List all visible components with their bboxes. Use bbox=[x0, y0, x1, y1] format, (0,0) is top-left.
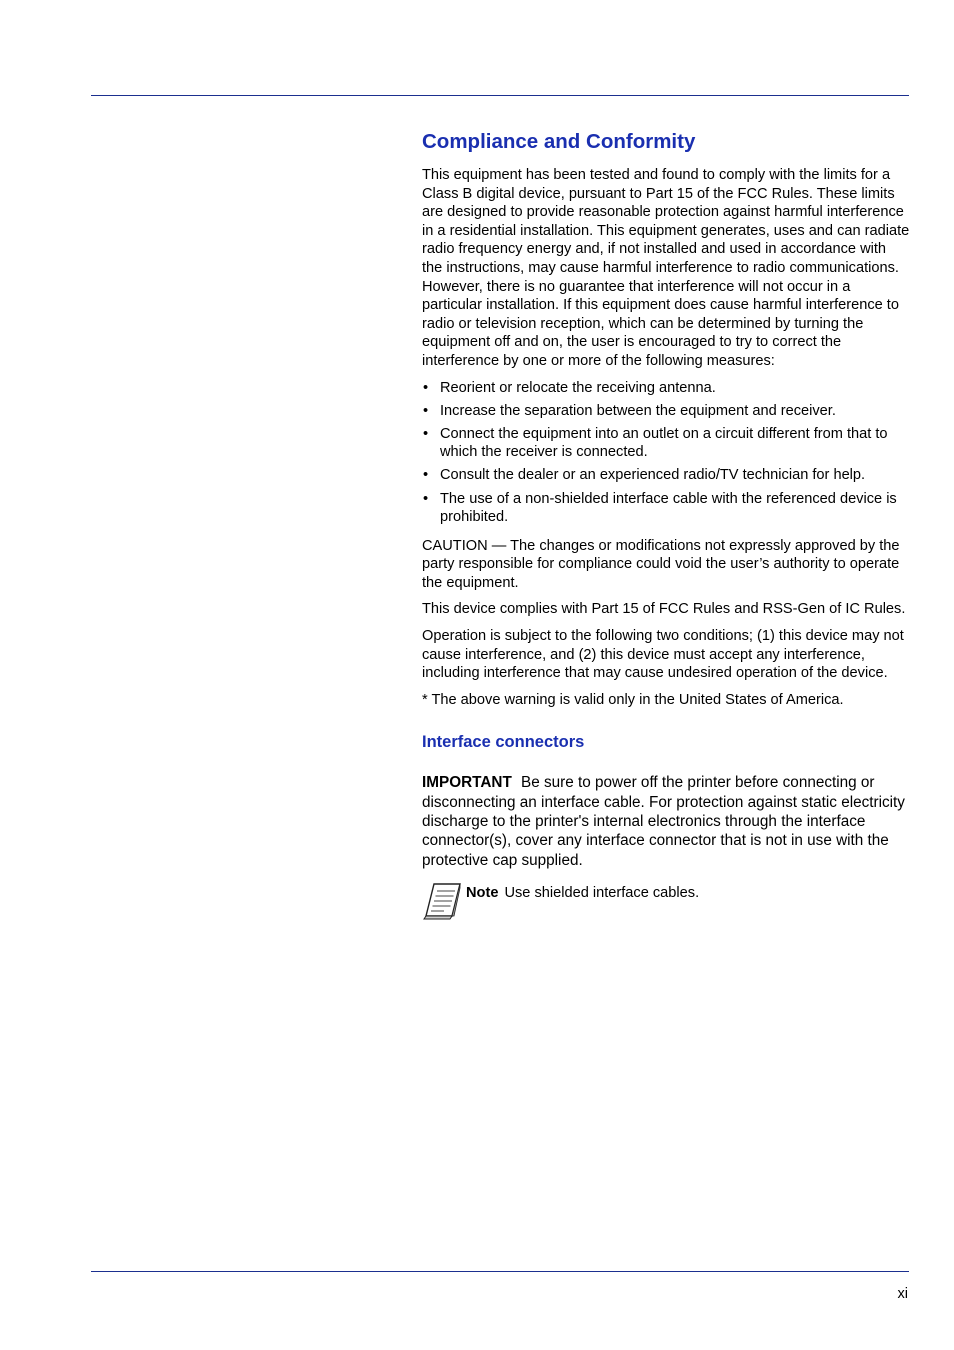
bullet-icon: • bbox=[423, 379, 429, 396]
list-item bbox=[422, 402, 910, 421]
footer-rule bbox=[91, 1271, 909, 1272]
operation-paragraph: Operation is subject to the following two conditions; (1) this device may not cause interference, and (2) this device must accept any interference, including interference that may cause undesired operation of the device. bbox=[422, 628, 904, 682]
note-label: Note bbox=[466, 884, 499, 901]
section-title: Compliance and Conformity bbox=[422, 130, 696, 153]
bullet-icon: • bbox=[423, 467, 429, 484]
subsection-title: Interface connectors bbox=[422, 733, 585, 752]
list-item-text: Reorient or relocate the receiving antenna. bbox=[440, 379, 716, 396]
list-item-text: Increase the separation between the equipment and receiver. bbox=[440, 402, 836, 419]
list-item bbox=[422, 425, 910, 462]
note-pad-icon bbox=[422, 882, 462, 920]
list-item bbox=[422, 379, 910, 398]
measures-list bbox=[422, 379, 910, 527]
note-block bbox=[422, 884, 910, 924]
fcc-paragraph: This equipment has been tested and found to comply with the limits for a Class B digital device, pursuant to Part 15 of the FCC Rules. These limits are designed to provide reasonable protection against harmful interference in a residential installation. This equipment generates, uses and can radiate radio frequency energy and, if not installed and used in accordance with the instructions, may cause harmful interference to radio communications. However, there is no guarantee that interference will not occur in a particular installation. If this equipment does cause harmful interference to radio or television reception, which can be determined by turning the equipment off and on, the user is encouraged to try to correct the interference by one or more of the following measures: bbox=[422, 167, 910, 369]
main-content bbox=[422, 128, 910, 924]
page-number: xi bbox=[897, 1286, 908, 1302]
header-rule bbox=[91, 95, 909, 96]
list-item bbox=[422, 466, 910, 485]
list-item-text: Connect the equipment into an outlet on a circuit different from that to which the receiver is connected. bbox=[440, 425, 888, 461]
warning-note: * The above warning is valid only in the United States of America. bbox=[422, 691, 844, 708]
ic-paragraph: This device complies with Part 15 of FCC Rules and RSS-Gen of IC Rules. bbox=[422, 601, 906, 618]
important-label: IMPORTANT bbox=[422, 774, 512, 792]
note-text: Use shielded interface cables. bbox=[504, 884, 700, 901]
caution-paragraph: CAUTION — The changes or modifications not expressly approved by the party responsible for compliance could void the user’s authority to operate the equipment. bbox=[422, 537, 900, 591]
bullet-icon: • bbox=[423, 490, 429, 507]
bullet-icon: • bbox=[423, 402, 429, 419]
list-item-text: The use of a non-shielded interface cable with the referenced device is prohibited. bbox=[440, 490, 897, 526]
important-text: Be sure to power off the printer before connecting or disconnecting an interface cable. For protection against static electricity discharge to the printer's internal electronics through the interface connector(s), cover any interface connector that is not in use with the protective cap supplied. bbox=[422, 774, 905, 869]
bullet-icon: • bbox=[423, 425, 429, 442]
list-item bbox=[422, 490, 910, 527]
list-item-text: Consult the dealer or an experienced radio/TV technician for help. bbox=[440, 467, 866, 484]
important-block bbox=[422, 773, 910, 869]
